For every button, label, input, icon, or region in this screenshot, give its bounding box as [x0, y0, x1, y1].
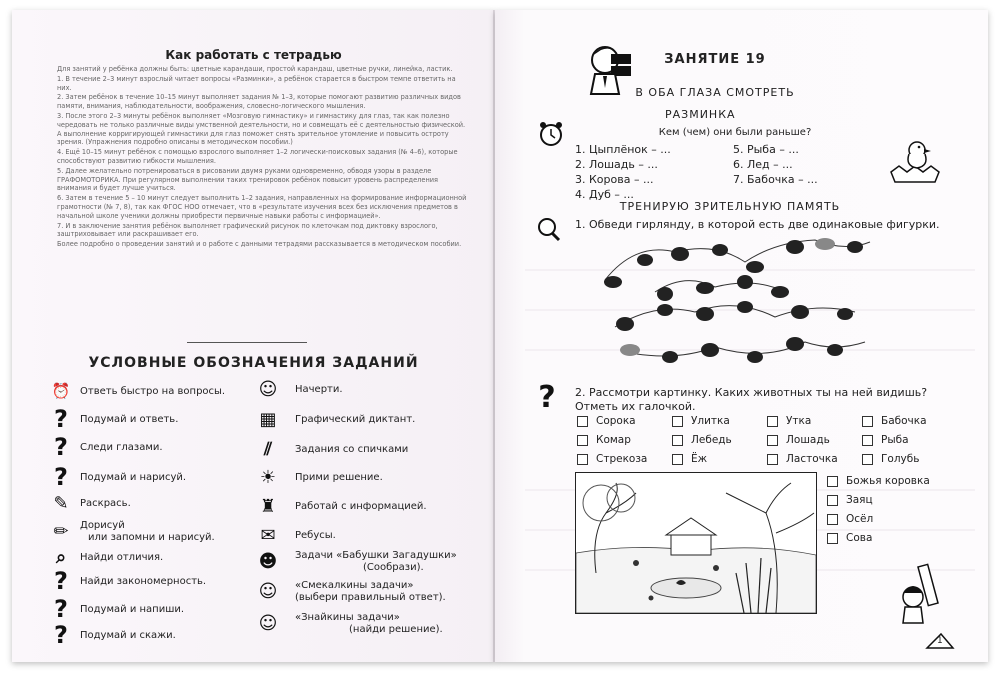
checkbox[interactable] — [767, 454, 778, 465]
warmup-item: 7. Бабочка – ... — [733, 173, 818, 186]
animal-label: Лебедь — [691, 434, 732, 446]
legend-label: Найди отличия. — [80, 551, 164, 563]
instruction-step: 1. В течение 2–3 минут взрослый читает вопросы «Разминки», а ребёнок старается в быстром темпе ответить на них. — [57, 74, 456, 92]
znaikin-icon: ☺ — [258, 612, 278, 634]
animal-label: Бабочка — [881, 415, 927, 427]
animal-label: Заяц — [846, 494, 873, 506]
draftsman-icon: ☺ — [258, 378, 278, 400]
rebus-icon: ✉ — [260, 524, 276, 546]
warmup-item: 6. Лед – ... — [733, 158, 793, 171]
chick-egg-illustration — [887, 132, 947, 184]
animal-label: Рыба — [881, 434, 909, 446]
legend-label: Следи глазами. — [80, 441, 163, 453]
warmup-item: 2. Лошадь – ... — [575, 158, 658, 171]
right-page — [495, 10, 988, 662]
animal-option[interactable] — [827, 494, 873, 506]
legend-label: «Знайкины задачи» — [295, 612, 400, 623]
legend-label: Задания со спичками — [295, 443, 409, 455]
legend-label: Работай с информацией. — [295, 500, 427, 512]
instruction-step: 3. После этого 2–3 минуты ребёнок выполняет «Мозговую гимнастику» и гимнастику для глаз, так как полезно чередовать не только различные виды умственной деятельности, но и совмещать её с деятельностью физической. А выполнение корригирующей гимнастики для глаз поможет снять зрительное утомление и повысить остроту зрения. (Упражнения подробно описаны в методическом пособии.) — [57, 111, 466, 147]
grid-dictation-icon: ▦ — [259, 408, 277, 430]
instructions-text — [57, 65, 467, 250]
checkbox[interactable] — [672, 416, 683, 427]
animal-option[interactable] — [672, 434, 732, 446]
legend-title: УСЛОВНЫЕ ОБОЗНАЧЕНИЯ ЗАДАНИЙ — [88, 355, 419, 371]
animal-label: Утка — [786, 415, 812, 427]
animal-option[interactable] — [577, 415, 636, 427]
left-page — [12, 10, 495, 662]
checkbox[interactable] — [862, 416, 873, 427]
pencil-draw-icon: ✏ — [53, 520, 69, 542]
legend-label: Найди закономерность. — [80, 575, 207, 587]
legend-label: Ответь быстро на вопросы. — [80, 385, 226, 397]
animal-label: Ёж — [691, 453, 708, 465]
legend-label: Графический диктант. — [295, 413, 416, 425]
animal-option[interactable] — [577, 434, 631, 446]
landscape-picture — [575, 472, 817, 614]
memory-section-title: ТРЕНИРУЮ ЗРИТЕЛЬНУЮ ПАМЯТЬ — [619, 200, 841, 213]
animal-label: Голубь — [881, 453, 920, 465]
checkbox[interactable] — [577, 435, 588, 446]
warmup-item: 1. Цыплёнок – ... — [575, 143, 671, 156]
legend-label: Задачи «Бабушки Загадушки» — [295, 550, 457, 561]
animal-option[interactable] — [862, 415, 927, 427]
legend-label: Подумай и скажи. — [80, 629, 176, 641]
legend-label: Прими решение. — [295, 471, 383, 483]
animal-option[interactable] — [862, 453, 919, 465]
task1-text: 1. Обведи гирлянду, в которой есть две одинаковые фигурки. — [575, 218, 940, 231]
question-icon: ? — [538, 379, 556, 415]
info-icon: ♜ — [259, 495, 277, 517]
legend-label: Подумай и ответь. — [80, 413, 179, 425]
animal-option[interactable] — [767, 415, 811, 427]
legend-label-line2: (Сообрази). — [363, 562, 424, 573]
lesson-title: ЗАНЯТИЕ 19 — [664, 52, 766, 67]
lightbulb-icon: ☀ — [259, 466, 277, 488]
legend-label: Дорисуй — [80, 520, 125, 531]
animal-label: Божья коровка — [846, 475, 930, 487]
smekalkin-icon: ☺ — [258, 580, 278, 602]
animal-label: Комар — [596, 434, 631, 446]
instruction-note: Более подробно о проведении занятий и о работе с данными тетрадями рассказывается в методическом пособии. — [57, 240, 462, 249]
kids-pencil-illustration — [895, 555, 945, 625]
legend-label: Подумай и нарисуй. — [80, 471, 187, 483]
lesson-subtitle: В ОБА ГЛАЗА СМОТРЕТЬ — [635, 86, 795, 99]
pattern-question-icon: ? — [54, 567, 68, 595]
legend-label: Начерти. — [295, 383, 343, 395]
magnifier-icon: ⌕ — [55, 546, 67, 568]
animal-garlands-illustration — [595, 232, 885, 372]
animal-label: Сорока — [596, 415, 636, 427]
warmup-question: Кем (чем) они были раньше? — [658, 127, 812, 138]
checkbox[interactable] — [827, 476, 838, 487]
alarm-clock-icon: ⏰ — [51, 382, 71, 400]
brush-icon: ✎ — [53, 492, 69, 514]
legend-label-line2: или запомни и нарисуй. — [88, 532, 215, 543]
instructions-title: Как работать с тетрадью — [165, 48, 342, 62]
divider — [187, 342, 307, 343]
warmup-title: РАЗМИНКА — [665, 108, 736, 121]
animal-label: Стрекоза — [596, 453, 648, 465]
checkbox[interactable] — [862, 454, 873, 465]
magnifier-icon — [535, 216, 561, 242]
question-icon: ? — [54, 405, 68, 433]
warmup-item: 4. Дуб – ... — [575, 188, 634, 201]
animal-option[interactable] — [862, 434, 909, 446]
instruction-step: 2. Затем ребёнок в течение 10–15 минут выполняет задания № 1–3, которые помогают развитию различных видов памяти, внимания, наблюдательности, воображения, словесно-логического мышления. — [57, 93, 461, 111]
eye-question-icon: ? — [54, 433, 68, 461]
animal-option[interactable] — [767, 453, 838, 465]
checkbox[interactable] — [767, 416, 778, 427]
checkbox[interactable] — [672, 454, 683, 465]
legend-label: Раскрась. — [80, 497, 131, 509]
checkbox[interactable] — [827, 514, 838, 525]
legend-label-line2: (найди решение). — [349, 624, 443, 635]
page-number-corner — [925, 630, 955, 650]
checkbox[interactable] — [767, 435, 778, 446]
pen-question-icon: ? — [54, 595, 68, 623]
legend-label-line2: (выбери правильный ответ). — [295, 592, 446, 603]
warmup-item: 3. Корова – ... — [575, 173, 654, 186]
animal-label: Сова — [846, 532, 873, 544]
animal-option[interactable] — [577, 453, 647, 465]
checkbox[interactable] — [827, 495, 838, 506]
instruction-step: 5. Далее желательно потренироваться в рисовании двумя руками одновременно, обводя узоры в разделе ГРАФОМОТОРИКА. При регулярном выполнении таких тренировок ребёнок повысит уровень распределения внимания и будет лучше учиться. — [57, 166, 439, 193]
instruction-step: 4. Ещё 10–15 минут ребёнок с помощью взрослого выполняет 1–2 логически-поисковых задания (№ 4–6), которые способствуют развитию гибкости мышления. — [57, 148, 458, 165]
animal-option[interactable] — [672, 415, 730, 427]
legend-label: Подумай и напиши. — [80, 603, 185, 615]
matches-icon: ⫽ — [263, 438, 273, 460]
checkbox[interactable] — [827, 533, 838, 544]
checkbox[interactable] — [577, 454, 588, 465]
legend-label: Ребусы. — [295, 529, 336, 541]
pencil-question-icon: ? — [54, 463, 68, 491]
alarm-clock-icon — [537, 120, 565, 148]
grandma-icon: ☻ — [258, 550, 278, 572]
task2-text: 2. Рассмотри картинку. Каких животных ты на ней видишь? Отметь их галочкой. — [575, 386, 928, 413]
animal-option[interactable] — [767, 434, 830, 446]
checkbox[interactable] — [862, 435, 873, 446]
legend-label: «Смекалкины задачи» — [295, 580, 414, 591]
checkbox[interactable] — [672, 435, 683, 446]
animal-option[interactable] — [672, 453, 707, 465]
instruction-step: 6. Затем в течение 5 – 10 минут следует выполнить 1–2 задания, направленных на формирование информационной грамотности (№ 7, 8), так как ФГОС НОО отмечает, что в «результате изучения всех без исключения предметов в начальной школе ученики должны приобрести первичные навыки работы с информацией». — [57, 194, 467, 220]
animal-option[interactable] — [827, 475, 930, 487]
instructions-intro: Для занятий у ребёнка должны быть: цветные карандаши, простой карандаш, цветные ручки, линейка, ластик. — [57, 65, 453, 73]
animal-label: Лошадь — [786, 434, 830, 446]
animal-label: Улитка — [691, 415, 730, 427]
checkbox[interactable] — [577, 416, 588, 427]
animal-option[interactable] — [827, 513, 873, 525]
warmup-item: 5. Рыба – ... — [733, 143, 799, 156]
warmup-list — [575, 143, 905, 203]
page-number: 1 — [937, 636, 943, 646]
animal-label: Ласточка — [786, 453, 838, 465]
instruction-step: 7. И в заключение занятия ребёнок выполняет графический рисунок по клеточкам под диктовку взрослого, заштриховывает или раскрашивает его. — [57, 221, 438, 239]
animal-label: Осёл — [846, 513, 874, 525]
speak-question-icon: ? — [54, 621, 68, 649]
animal-option[interactable] — [827, 532, 872, 544]
